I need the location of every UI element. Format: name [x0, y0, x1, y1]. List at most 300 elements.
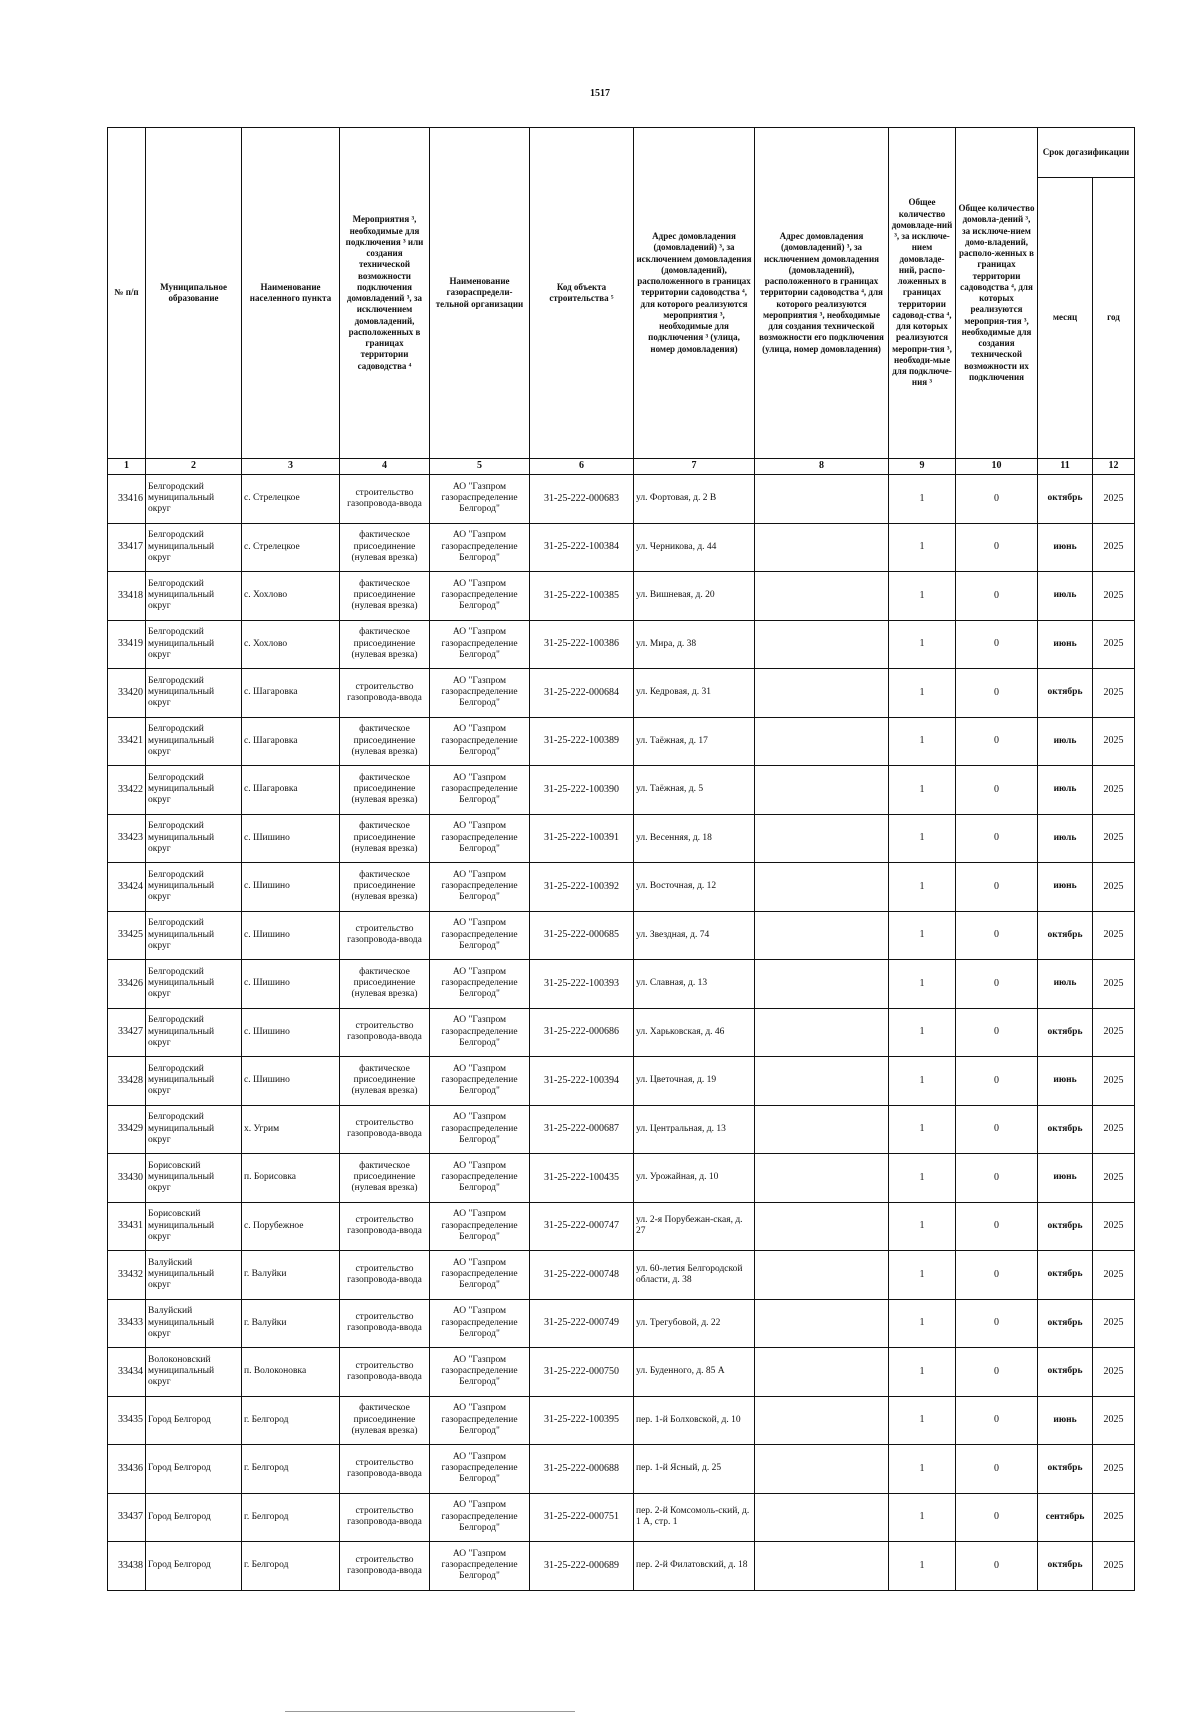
header-col-2: Муниципальное образование — [146, 128, 242, 459]
count-connection-cell: 1 — [889, 1348, 956, 1397]
address-connection-cell: ул. Таёжная, д. 5 — [634, 766, 755, 815]
municipality-cell: Белгородский муниципальный округ — [146, 1057, 242, 1106]
address-connection-cell: пер. 2-й Комсомоль-ский, д. 1 А, стр. 1 — [634, 1493, 755, 1542]
year-cell: 2025 — [1093, 1251, 1135, 1300]
header-num: 7 — [634, 459, 755, 475]
table-row — [108, 814, 1135, 863]
municipality-cell: Волоконовский муниципальный округ — [146, 1348, 242, 1397]
year-cell: 2025 — [1093, 523, 1135, 572]
address-capability-cell — [755, 475, 889, 524]
address-capability-cell — [755, 1493, 889, 1542]
address-connection-cell: ул. Звездная, д. 74 — [634, 911, 755, 960]
municipality-cell: Город Белгород — [146, 1542, 242, 1591]
organization-cell: АО "Газпром газораспределение Белгород" — [430, 669, 530, 718]
organization-cell: АО "Газпром газораспределение Белгород" — [430, 1348, 530, 1397]
count-connection-cell: 1 — [889, 960, 956, 1009]
object-code-cell: 31-25-222-100393 — [530, 960, 634, 1009]
municipality-cell: Белгородский муниципальный округ — [146, 475, 242, 524]
object-code-cell: 31-25-222-000685 — [530, 911, 634, 960]
count-connection-cell: 1 — [889, 1493, 956, 1542]
measure-cell: строительство газопровода-ввода — [340, 475, 430, 524]
organization-cell: АО "Газпром газораспределение Белгород" — [430, 1057, 530, 1106]
count-capability-cell: 0 — [956, 1202, 1038, 1251]
measure-cell: строительство газопровода-ввода — [340, 1299, 430, 1348]
header-col-3: Наименование населенного пункта — [242, 128, 340, 459]
address-capability-cell — [755, 863, 889, 912]
table-row — [108, 911, 1135, 960]
table-row — [108, 863, 1135, 912]
address-connection-cell: ул. Фортовая, д. 2 В — [634, 475, 755, 524]
municipality-cell: Борисовский муниципальный округ — [146, 1154, 242, 1203]
organization-cell: АО "Газпром газораспределение Белгород" — [430, 717, 530, 766]
header-num: 3 — [242, 459, 340, 475]
month-cell: октябрь — [1038, 1445, 1093, 1494]
settlement-cell: с. Шагаровка — [242, 766, 340, 815]
measure-cell: строительство газопровода-ввода — [340, 911, 430, 960]
municipality-cell: Белгородский муниципальный округ — [146, 1008, 242, 1057]
object-code-cell: 31-25-222-100385 — [530, 572, 634, 621]
address-capability-cell — [755, 572, 889, 621]
object-code-cell: 31-25-222-000748 — [530, 1251, 634, 1300]
header-num: 12 — [1093, 459, 1135, 475]
count-connection-cell: 1 — [889, 766, 956, 815]
address-connection-cell: ул. Трегубовой, д. 22 — [634, 1299, 755, 1348]
count-connection-cell: 1 — [889, 1154, 956, 1203]
object-code-cell: 31-25-222-100386 — [530, 620, 634, 669]
row-number: 33427 — [108, 1008, 146, 1057]
address-capability-cell — [755, 717, 889, 766]
count-capability-cell: 0 — [956, 863, 1038, 912]
bottom-rule — [285, 1711, 575, 1712]
row-number: 33436 — [108, 1445, 146, 1494]
month-cell: октябрь — [1038, 911, 1093, 960]
municipality-cell: Город Белгород — [146, 1445, 242, 1494]
year-cell: 2025 — [1093, 911, 1135, 960]
address-connection-cell: ул. Таёжная, д. 17 — [634, 717, 755, 766]
month-cell: октябрь — [1038, 1348, 1093, 1397]
year-cell: 2025 — [1093, 960, 1135, 1009]
object-code-cell: 31-25-222-000750 — [530, 1348, 634, 1397]
row-number: 33422 — [108, 766, 146, 815]
month-cell: июль — [1038, 766, 1093, 815]
row-number: 33417 — [108, 523, 146, 572]
count-capability-cell: 0 — [956, 523, 1038, 572]
year-cell: 2025 — [1093, 1105, 1135, 1154]
table-body — [108, 475, 1135, 1591]
settlement-cell: с. Шишино — [242, 911, 340, 960]
municipality-cell: Белгородский муниципальный округ — [146, 863, 242, 912]
object-code-cell: 31-25-222-000684 — [530, 669, 634, 718]
municipality-cell: Белгородский муниципальный округ — [146, 766, 242, 815]
object-code-cell: 31-25-222-100395 — [530, 1396, 634, 1445]
header-col-6: Код объекта строительства ⁵ — [530, 128, 634, 459]
address-connection-cell: пер. 1-й Болховской, д. 10 — [634, 1396, 755, 1445]
header-col-7: Адрес домовладения (домовладений) ³, за исключением домовладения (домовладений), расположенного в границах территории садоводства ⁴, для которого реализуются мероприятия ³, необходимые для подключения ³ (улица, номер домовладения) — [634, 128, 755, 459]
count-capability-cell: 0 — [956, 1396, 1038, 1445]
header-numbers-row — [108, 459, 1135, 475]
month-cell: октябрь — [1038, 475, 1093, 524]
table-row — [108, 523, 1135, 572]
measure-cell: строительство газопровода-ввода — [340, 1202, 430, 1251]
year-cell: 2025 — [1093, 1057, 1135, 1106]
year-cell: 2025 — [1093, 669, 1135, 718]
count-connection-cell: 1 — [889, 475, 956, 524]
header-num: 1 — [108, 459, 146, 475]
year-cell: 2025 — [1093, 766, 1135, 815]
header-col-4: Мероприятия ³, необходимые для подключения ³ или создания технической возможности подключения домовладений ³, за исключением домовладений, расположенных в границах территории садоводства ⁴ — [340, 128, 430, 459]
header-col-10: Общее количество домовла-дений ³, за исключе-нием домо-владений, располо-женных в границах территории садоводства ⁴, для которых реализуются мероприя-тия ³, необходимые для создания технической возможности их подключения — [956, 128, 1038, 459]
measure-cell: фактическое присоединение (нулевая врезка) — [340, 814, 430, 863]
municipality-cell: Белгородский муниципальный округ — [146, 523, 242, 572]
object-code-cell: 31-25-222-000689 — [530, 1542, 634, 1591]
object-code-cell: 31-25-222-100394 — [530, 1057, 634, 1106]
settlement-cell: г. Валуйки — [242, 1251, 340, 1300]
year-cell: 2025 — [1093, 814, 1135, 863]
header-num: 2 — [146, 459, 242, 475]
header-col-1: № п/п — [108, 128, 146, 459]
count-capability-cell: 0 — [956, 814, 1038, 863]
organization-cell: АО "Газпром газораспределение Белгород" — [430, 1154, 530, 1203]
address-connection-cell: ул. Славная, д. 13 — [634, 960, 755, 1009]
settlement-cell: п. Борисовка — [242, 1154, 340, 1203]
object-code-cell: 31-25-222-000747 — [530, 1202, 634, 1251]
row-number: 33425 — [108, 911, 146, 960]
count-connection-cell: 1 — [889, 1542, 956, 1591]
count-connection-cell: 1 — [889, 620, 956, 669]
table-row — [108, 1493, 1135, 1542]
organization-cell: АО "Газпром газораспределение Белгород" — [430, 523, 530, 572]
header-num: 11 — [1038, 459, 1093, 475]
measure-cell: строительство газопровода-ввода — [340, 1008, 430, 1057]
month-cell: октябрь — [1038, 1251, 1093, 1300]
year-cell: 2025 — [1093, 1396, 1135, 1445]
address-capability-cell — [755, 1396, 889, 1445]
address-connection-cell: ул. Весенняя, д. 18 — [634, 814, 755, 863]
organization-cell: АО "Газпром газораспределение Белгород" — [430, 814, 530, 863]
count-connection-cell: 1 — [889, 911, 956, 960]
object-code-cell: 31-25-222-000751 — [530, 1493, 634, 1542]
object-code-cell: 31-25-222-100392 — [530, 863, 634, 912]
municipality-cell: Белгородский муниципальный округ — [146, 814, 242, 863]
row-number: 33424 — [108, 863, 146, 912]
organization-cell: АО "Газпром газораспределение Белгород" — [430, 1299, 530, 1348]
organization-cell: АО "Газпром газораспределение Белгород" — [430, 1445, 530, 1494]
organization-cell: АО "Газпром газораспределение Белгород" — [430, 572, 530, 621]
municipality-cell: Валуйский муниципальный округ — [146, 1299, 242, 1348]
table-row — [108, 1299, 1135, 1348]
month-cell: июль — [1038, 814, 1093, 863]
organization-cell: АО "Газпром газораспределение Белгород" — [430, 620, 530, 669]
table-row — [108, 1105, 1135, 1154]
organization-cell: АО "Газпром газораспределение Белгород" — [430, 766, 530, 815]
object-code-cell: 31-25-222-000683 — [530, 475, 634, 524]
measure-cell: строительство газопровода-ввода — [340, 669, 430, 718]
count-connection-cell: 1 — [889, 814, 956, 863]
count-capability-cell: 0 — [956, 766, 1038, 815]
month-cell: июнь — [1038, 1154, 1093, 1203]
organization-cell: АО "Газпром газораспределение Белгород" — [430, 475, 530, 524]
table-row — [108, 1154, 1135, 1203]
object-code-cell: 31-25-222-100389 — [530, 717, 634, 766]
count-capability-cell: 0 — [956, 1008, 1038, 1057]
count-connection-cell: 1 — [889, 1445, 956, 1494]
year-cell: 2025 — [1093, 1299, 1135, 1348]
count-capability-cell: 0 — [956, 1105, 1038, 1154]
table-row — [108, 717, 1135, 766]
organization-cell: АО "Газпром газораспределение Белгород" — [430, 1008, 530, 1057]
address-connection-cell: ул. Цветочная, д. 19 — [634, 1057, 755, 1106]
object-code-cell: 31-25-222-000687 — [530, 1105, 634, 1154]
count-capability-cell: 0 — [956, 1251, 1038, 1300]
settlement-cell: с. Шишино — [242, 863, 340, 912]
settlement-cell: с. Шишино — [242, 814, 340, 863]
table-row — [108, 620, 1135, 669]
month-cell: июль — [1038, 960, 1093, 1009]
organization-cell: АО "Газпром газораспределение Белгород" — [430, 960, 530, 1009]
row-number: 33432 — [108, 1251, 146, 1300]
object-code-cell: 31-25-222-000749 — [530, 1299, 634, 1348]
table-row — [108, 1057, 1135, 1106]
municipality-cell: Борисовский муниципальный округ — [146, 1202, 242, 1251]
year-cell: 2025 — [1093, 1348, 1135, 1397]
address-connection-cell: ул. 60-летия Белгородской области, д. 38 — [634, 1251, 755, 1300]
table-row — [108, 1008, 1135, 1057]
month-cell: октябрь — [1038, 669, 1093, 718]
address-capability-cell — [755, 911, 889, 960]
count-capability-cell: 0 — [956, 1057, 1038, 1106]
municipality-cell: Белгородский муниципальный округ — [146, 911, 242, 960]
month-cell: октябрь — [1038, 1008, 1093, 1057]
address-capability-cell — [755, 620, 889, 669]
header-num: 8 — [755, 459, 889, 475]
address-connection-cell: ул. Вишневая, д. 20 — [634, 572, 755, 621]
month-cell: октябрь — [1038, 1105, 1093, 1154]
address-capability-cell — [755, 1348, 889, 1397]
organization-cell: АО "Газпром газораспределение Белгород" — [430, 1493, 530, 1542]
object-code-cell: 31-25-222-000686 — [530, 1008, 634, 1057]
count-connection-cell: 1 — [889, 1396, 956, 1445]
address-connection-cell: ул. Центральная, д. 13 — [634, 1105, 755, 1154]
address-capability-cell — [755, 960, 889, 1009]
row-number: 33428 — [108, 1057, 146, 1106]
address-capability-cell — [755, 1542, 889, 1591]
row-number: 33431 — [108, 1202, 146, 1251]
address-capability-cell — [755, 1105, 889, 1154]
header-num: 9 — [889, 459, 956, 475]
measure-cell: фактическое присоединение (нулевая врезка) — [340, 572, 430, 621]
count-connection-cell: 1 — [889, 1202, 956, 1251]
address-connection-cell: пер. 2-й Филатовский, д. 18 — [634, 1542, 755, 1591]
count-capability-cell: 0 — [956, 475, 1038, 524]
settlement-cell: с. Хохлово — [242, 572, 340, 621]
address-connection-cell: пер. 1-й Ясный, д. 25 — [634, 1445, 755, 1494]
table-row — [108, 766, 1135, 815]
settlement-cell: с. Стрелецкое — [242, 475, 340, 524]
year-cell: 2025 — [1093, 1493, 1135, 1542]
row-number: 33438 — [108, 1542, 146, 1591]
settlement-cell: г. Белгород — [242, 1493, 340, 1542]
table-row — [108, 475, 1135, 524]
month-cell: июнь — [1038, 523, 1093, 572]
year-cell: 2025 — [1093, 1202, 1135, 1251]
address-connection-cell: ул. Буденного, д. 85 А — [634, 1348, 755, 1397]
year-cell: 2025 — [1093, 572, 1135, 621]
organization-cell: АО "Газпром газораспределение Белгород" — [430, 1105, 530, 1154]
count-capability-cell: 0 — [956, 1299, 1038, 1348]
organization-cell: АО "Газпром газораспределение Белгород" — [430, 1202, 530, 1251]
settlement-cell: с. Шагаровка — [242, 717, 340, 766]
count-connection-cell: 1 — [889, 669, 956, 718]
object-code-cell: 31-25-222-100390 — [530, 766, 634, 815]
settlement-cell: г. Валуйки — [242, 1299, 340, 1348]
object-code-cell: 31-25-222-100391 — [530, 814, 634, 863]
measure-cell: фактическое присоединение (нулевая врезка) — [340, 1154, 430, 1203]
settlement-cell: г. Белгород — [242, 1396, 340, 1445]
row-number: 33429 — [108, 1105, 146, 1154]
month-cell: сентябрь — [1038, 1493, 1093, 1542]
month-cell: октябрь — [1038, 1299, 1093, 1348]
count-capability-cell: 0 — [956, 669, 1038, 718]
municipality-cell: Белгородский муниципальный округ — [146, 960, 242, 1009]
row-number: 33426 — [108, 960, 146, 1009]
row-number: 33416 — [108, 475, 146, 524]
count-capability-cell: 0 — [956, 1154, 1038, 1203]
row-number: 33419 — [108, 620, 146, 669]
address-connection-cell: ул. Урожайная, д. 10 — [634, 1154, 755, 1203]
address-connection-cell: ул. Мира, д. 38 — [634, 620, 755, 669]
month-cell: июнь — [1038, 620, 1093, 669]
measure-cell: фактическое присоединение (нулевая врезка) — [340, 863, 430, 912]
year-cell: 2025 — [1093, 620, 1135, 669]
count-connection-cell: 1 — [889, 863, 956, 912]
address-capability-cell — [755, 1008, 889, 1057]
settlement-cell: с. Шагаровка — [242, 669, 340, 718]
address-capability-cell — [755, 1202, 889, 1251]
month-cell: июль — [1038, 572, 1093, 621]
address-capability-cell — [755, 1299, 889, 1348]
measure-cell: строительство газопровода-ввода — [340, 1251, 430, 1300]
measure-cell: строительство газопровода-ввода — [340, 1493, 430, 1542]
settlement-cell: с. Порубежное — [242, 1202, 340, 1251]
organization-cell: АО "Газпром газораспределение Белгород" — [430, 1396, 530, 1445]
count-capability-cell: 0 — [956, 960, 1038, 1009]
header-col-9: Общее количество домовладе-ний ³, за исключе-нием домовладе-ний, распо-ложенных в границах территории садовод-ства ⁴, для которых реализуются меропри-тия ³, необходи-мые для подключе-ния ³ — [889, 128, 956, 459]
row-number: 33423 — [108, 814, 146, 863]
municipality-cell: Белгородский муниципальный округ — [146, 1105, 242, 1154]
count-connection-cell: 1 — [889, 1251, 956, 1300]
table-row — [108, 1251, 1135, 1300]
settlement-cell: с. Шишино — [242, 960, 340, 1009]
count-capability-cell: 0 — [956, 1542, 1038, 1591]
municipality-cell: Валуйский муниципальный округ — [146, 1251, 242, 1300]
year-cell: 2025 — [1093, 717, 1135, 766]
address-capability-cell — [755, 669, 889, 718]
address-connection-cell: ул. Харьковская, д. 46 — [634, 1008, 755, 1057]
municipality-cell: Город Белгород — [146, 1493, 242, 1542]
municipality-cell: Белгородский муниципальный округ — [146, 669, 242, 718]
settlement-cell: с. Шишино — [242, 1008, 340, 1057]
month-cell: июнь — [1038, 1057, 1093, 1106]
measure-cell: строительство газопровода-ввода — [340, 1348, 430, 1397]
organization-cell: АО "Газпром газораспределение Белгород" — [430, 1542, 530, 1591]
month-cell: июль — [1038, 717, 1093, 766]
year-cell: 2025 — [1093, 1445, 1135, 1494]
measure-cell: строительство газопровода-ввода — [340, 1542, 430, 1591]
row-number: 33421 — [108, 717, 146, 766]
measure-cell: фактическое присоединение (нулевая врезка) — [340, 523, 430, 572]
month-cell: июнь — [1038, 863, 1093, 912]
organization-cell: АО "Газпром газораспределение Белгород" — [430, 911, 530, 960]
row-number: 33430 — [108, 1154, 146, 1203]
row-number: 33433 — [108, 1299, 146, 1348]
count-connection-cell: 1 — [889, 1008, 956, 1057]
address-capability-cell — [755, 1154, 889, 1203]
municipality-cell: Город Белгород — [146, 1396, 242, 1445]
count-connection-cell: 1 — [889, 1299, 956, 1348]
measure-cell: фактическое присоединение (нулевая врезка) — [340, 1396, 430, 1445]
year-cell: 2025 — [1093, 863, 1135, 912]
object-code-cell: 31-25-222-000688 — [530, 1445, 634, 1494]
row-number: 33434 — [108, 1348, 146, 1397]
gasification-register-table — [107, 127, 1135, 1591]
table-row — [108, 1445, 1135, 1494]
measure-cell: строительство газопровода-ввода — [340, 1105, 430, 1154]
page-number: 1517 — [590, 88, 610, 99]
header-col-5: Наименование газораспредели-тельной организации — [430, 128, 530, 459]
count-capability-cell: 0 — [956, 620, 1038, 669]
count-connection-cell: 1 — [889, 1105, 956, 1154]
count-capability-cell: 0 — [956, 1348, 1038, 1397]
year-cell: 2025 — [1093, 475, 1135, 524]
year-cell: 2025 — [1093, 1154, 1135, 1203]
count-capability-cell: 0 — [956, 1445, 1038, 1494]
count-connection-cell: 1 — [889, 523, 956, 572]
header-num: 6 — [530, 459, 634, 475]
measure-cell: фактическое присоединение (нулевая врезка) — [340, 620, 430, 669]
row-number: 33420 — [108, 669, 146, 718]
address-capability-cell — [755, 1251, 889, 1300]
organization-cell: АО "Газпром газораспределение Белгород" — [430, 863, 530, 912]
municipality-cell: Белгородский муниципальный округ — [146, 572, 242, 621]
settlement-cell: г. Белгород — [242, 1542, 340, 1591]
header-num: 5 — [430, 459, 530, 475]
address-capability-cell — [755, 523, 889, 572]
year-cell: 2025 — [1093, 1542, 1135, 1591]
row-number: 33437 — [108, 1493, 146, 1542]
municipality-cell: Белгородский муниципальный округ — [146, 620, 242, 669]
table-row — [108, 1542, 1135, 1591]
count-connection-cell: 1 — [889, 572, 956, 621]
object-code-cell: 31-25-222-100384 — [530, 523, 634, 572]
table-row — [108, 669, 1135, 718]
address-connection-cell: ул. Кедровая, д. 31 — [634, 669, 755, 718]
address-connection-cell: ул. Восточная, д. 12 — [634, 863, 755, 912]
header-col-11: месяц — [1038, 178, 1093, 459]
header-term: Срок догазификации — [1038, 128, 1135, 178]
table-row — [108, 1396, 1135, 1445]
table-row — [108, 572, 1135, 621]
month-cell: октябрь — [1038, 1542, 1093, 1591]
municipality-cell: Белгородский муниципальный округ — [146, 717, 242, 766]
settlement-cell: с. Стрелецкое — [242, 523, 340, 572]
header-col-12: год — [1093, 178, 1135, 459]
month-cell: июнь — [1038, 1396, 1093, 1445]
address-capability-cell — [755, 766, 889, 815]
row-number: 33435 — [108, 1396, 146, 1445]
count-capability-cell: 0 — [956, 911, 1038, 960]
measure-cell: фактическое присоединение (нулевая врезка) — [340, 717, 430, 766]
count-connection-cell: 1 — [889, 717, 956, 766]
